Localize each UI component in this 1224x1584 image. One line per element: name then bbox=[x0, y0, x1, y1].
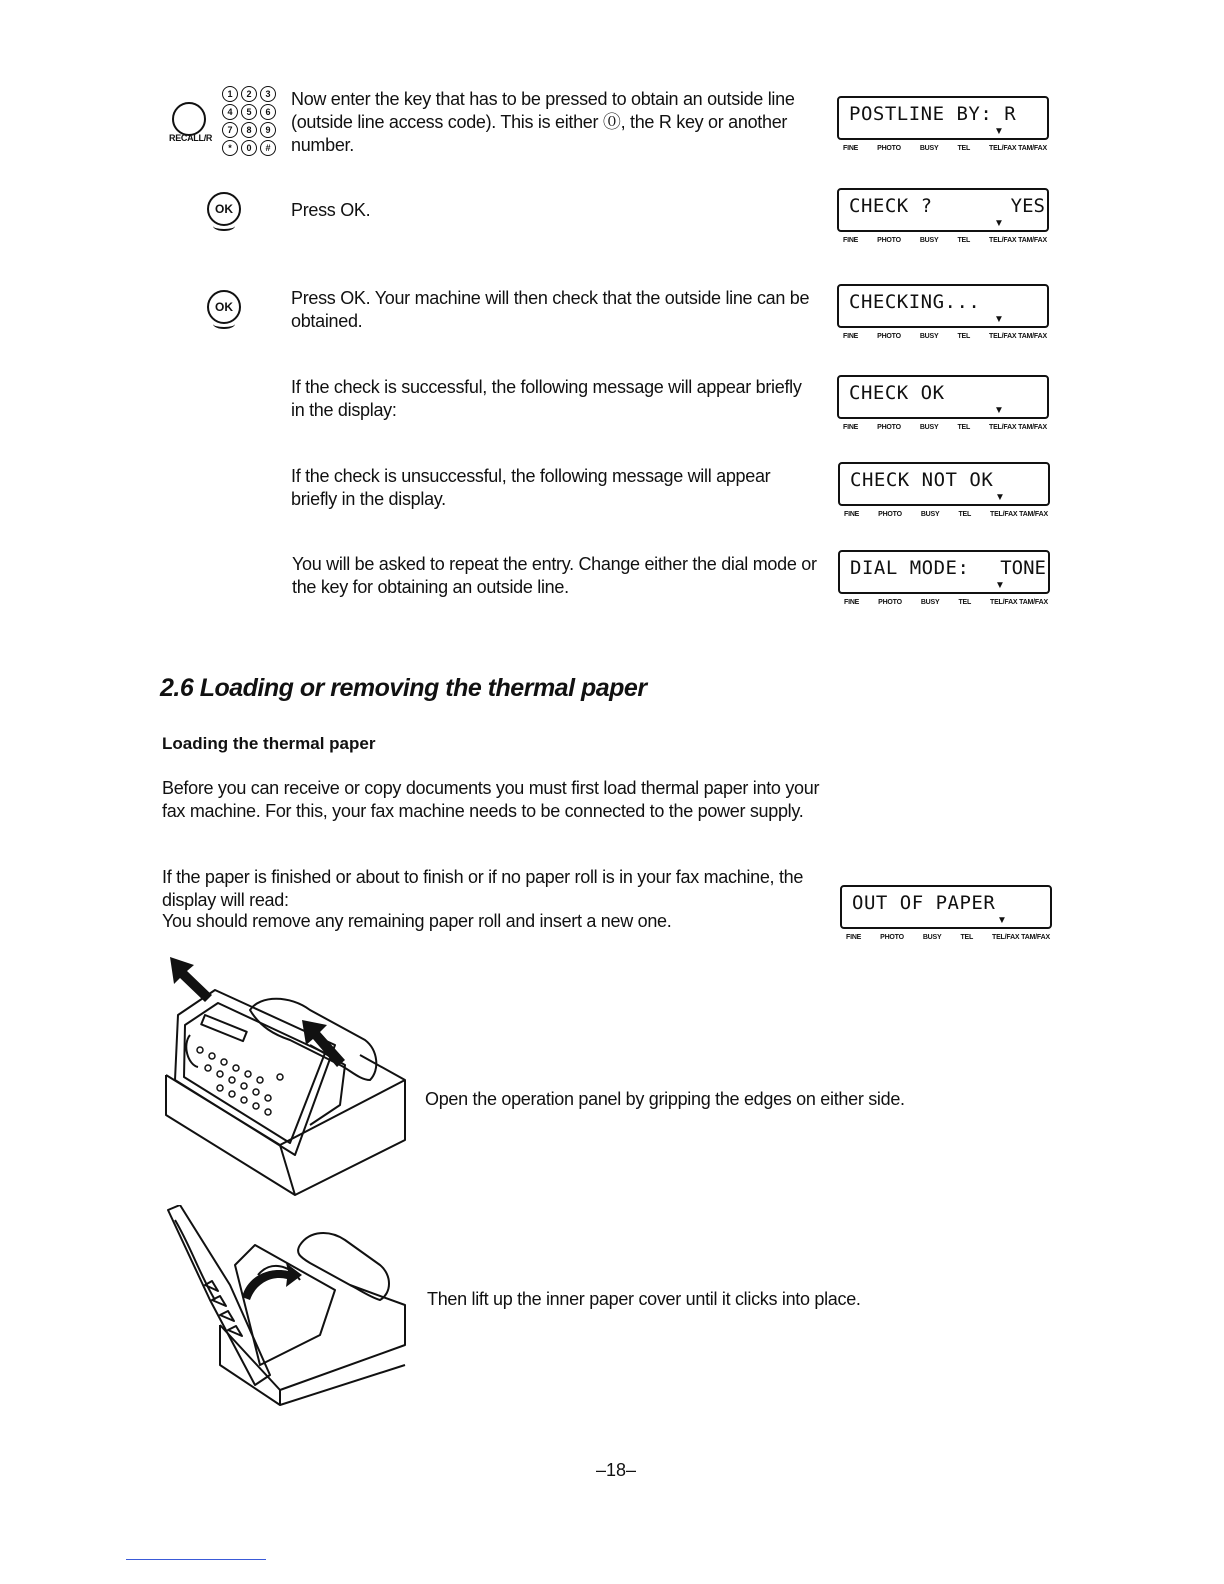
digit-key-icon: 0 bbox=[241, 140, 257, 156]
press-ok-instruction: Press OK. bbox=[291, 200, 371, 220]
lcd-display-postline bbox=[837, 96, 1049, 152]
status-busy: BUSY bbox=[919, 145, 939, 152]
lcd-text: POSTLINE BY: R bbox=[849, 103, 1017, 125]
status-telfax-tamfax: TEL/FAX TAM/FAX bbox=[989, 333, 1047, 340]
lcd-text: CHECK OK bbox=[849, 382, 945, 404]
open-panel-caption: Open the operation panel by gripping the edges on either side. bbox=[425, 1089, 905, 1109]
status-busy: BUSY bbox=[922, 934, 942, 941]
lcd-right-text: TONE bbox=[1000, 557, 1046, 579]
digit-key-icon: 1 bbox=[222, 86, 238, 102]
load-paper-paragraph: Before you can receive or copy documents you must first load thermal paper into your fax machine. For this, your fax machine needs to be connected to the power supply. bbox=[162, 778, 820, 821]
digit-key-icon: * bbox=[222, 140, 238, 156]
indicator-arrow-icon: ▼ bbox=[997, 915, 1007, 926]
success-note: If the check is successful, the following message will appear briefly in the display: bbox=[291, 377, 802, 420]
out-of-paper-paragraph: If the paper is finished or about to finish or if no paper roll is in your fax machine, the display will read: bbox=[162, 867, 804, 910]
status-photo: PHOTO bbox=[877, 333, 901, 340]
indicator-arrow-icon: ▼ bbox=[994, 218, 1004, 229]
section-heading: 2.6 Loading or removing the thermal paper bbox=[160, 674, 647, 702]
status-telfax-tamfax: TEL/FAX TAM/FAX bbox=[990, 599, 1048, 606]
status-tel: TEL bbox=[957, 333, 971, 340]
status-photo: PHOTO bbox=[877, 424, 901, 431]
lcd-display-checking bbox=[837, 284, 1049, 340]
lcd-text: CHECKING... bbox=[849, 291, 981, 313]
digit-key-icon: 6 bbox=[260, 104, 276, 120]
status-tel: TEL bbox=[957, 145, 971, 152]
status-telfax-tamfax: TEL/FAX TAM/FAX bbox=[989, 145, 1047, 152]
status-telfax-tamfax: TEL/FAX TAM/FAX bbox=[989, 424, 1047, 431]
recall-key-icon bbox=[172, 102, 206, 136]
keypad-icon bbox=[164, 86, 289, 162]
failure-note: If the check is unsuccessful, the following message will appear briefly in the display. bbox=[291, 466, 771, 509]
fax-open-panel-illustration bbox=[160, 955, 410, 1200]
check-instruction: Press OK. Your machine will then check that the outside line can be obtained. bbox=[291, 288, 810, 331]
status-busy: BUSY bbox=[920, 599, 940, 606]
status-busy: BUSY bbox=[920, 511, 940, 518]
section-subheading: Loading the thermal paper bbox=[162, 734, 376, 753]
digit-key-icon: 4 bbox=[222, 104, 238, 120]
status-tel: TEL bbox=[958, 599, 972, 606]
digit-key-icon: 2 bbox=[241, 86, 257, 102]
digit-key-icon: 3 bbox=[260, 86, 276, 102]
access-code-instruction: Now enter the key that has to be pressed to obtain an outside line (outside line access code). This is either ⓪, the R key or another number. bbox=[291, 89, 795, 155]
status-labels bbox=[837, 145, 1049, 152]
status-fine: FINE bbox=[843, 424, 859, 431]
fax-lift-cover-illustration bbox=[160, 1205, 410, 1410]
status-tel: TEL bbox=[957, 424, 971, 431]
footer-link-line bbox=[126, 1559, 266, 1560]
lcd-display-dial-mode bbox=[838, 550, 1050, 606]
lift-cover-caption: Then lift up the inner paper cover until it clicks into place. bbox=[427, 1289, 861, 1309]
status-fine: FINE bbox=[843, 145, 859, 152]
indicator-arrow-icon: ▼ bbox=[995, 492, 1005, 503]
status-tel: TEL bbox=[958, 511, 972, 518]
digit-keys bbox=[222, 86, 277, 156]
replace-roll-paragraph: You should remove any remaining paper roll and insert a new one. bbox=[162, 911, 672, 931]
digit-key-icon: # bbox=[260, 140, 276, 156]
status-photo: PHOTO bbox=[880, 934, 904, 941]
digit-key-icon: 5 bbox=[241, 104, 257, 120]
status-telfax-tamfax: TEL/FAX TAM/FAX bbox=[992, 934, 1050, 941]
status-tel: TEL bbox=[960, 934, 974, 941]
digit-key-icon: 8 bbox=[241, 122, 257, 138]
status-photo: PHOTO bbox=[878, 511, 902, 518]
lcd-display-check-not-ok bbox=[838, 462, 1050, 518]
status-fine: FINE bbox=[843, 237, 859, 244]
status-telfax-tamfax: TEL/FAX TAM/FAX bbox=[989, 237, 1047, 244]
status-photo: PHOTO bbox=[877, 237, 901, 244]
indicator-arrow-icon: ▼ bbox=[994, 314, 1004, 325]
status-busy: BUSY bbox=[919, 237, 939, 244]
status-fine: FINE bbox=[843, 333, 859, 340]
indicator-arrow-icon: ▼ bbox=[994, 126, 1004, 137]
status-labels bbox=[838, 599, 1050, 606]
status-labels bbox=[837, 333, 1049, 340]
status-fine: FINE bbox=[844, 511, 860, 518]
indicator-arrow-icon: ▼ bbox=[994, 405, 1004, 416]
digit-key-icon: 9 bbox=[260, 122, 276, 138]
ok-button-icon: OK bbox=[207, 192, 241, 226]
lcd-text: CHECK ? bbox=[849, 195, 933, 217]
status-photo: PHOTO bbox=[877, 145, 901, 152]
repeat-note: You will be asked to repeat the entry. Change either the dial mode or the key for obtaining an outside line. bbox=[292, 554, 817, 597]
status-fine: FINE bbox=[844, 599, 860, 606]
status-labels bbox=[840, 934, 1052, 941]
lcd-display-check-ok bbox=[837, 375, 1049, 431]
status-telfax-tamfax: TEL/FAX TAM/FAX bbox=[990, 511, 1048, 518]
status-labels bbox=[837, 237, 1049, 244]
lcd-text: DIAL MODE: bbox=[850, 557, 970, 579]
lcd-display-check bbox=[837, 188, 1049, 244]
lcd-text: OUT OF PAPER bbox=[852, 892, 996, 914]
recall-label: RECALL/R bbox=[169, 133, 213, 143]
status-busy: BUSY bbox=[919, 333, 939, 340]
status-labels bbox=[837, 424, 1049, 431]
status-photo: PHOTO bbox=[878, 599, 902, 606]
lcd-right-text: YES bbox=[1010, 195, 1045, 217]
status-fine: FINE bbox=[846, 934, 862, 941]
status-busy: BUSY bbox=[919, 424, 939, 431]
status-tel: TEL bbox=[957, 237, 971, 244]
ok-button-icon: OK bbox=[207, 290, 241, 324]
digit-key-icon: 7 bbox=[222, 122, 238, 138]
indicator-arrow-icon: ▼ bbox=[995, 580, 1005, 591]
page-number: –18– bbox=[596, 1460, 637, 1480]
lcd-text: CHECK NOT OK bbox=[850, 469, 994, 491]
status-labels bbox=[838, 511, 1050, 518]
lcd-display-out-of-paper bbox=[840, 885, 1052, 941]
